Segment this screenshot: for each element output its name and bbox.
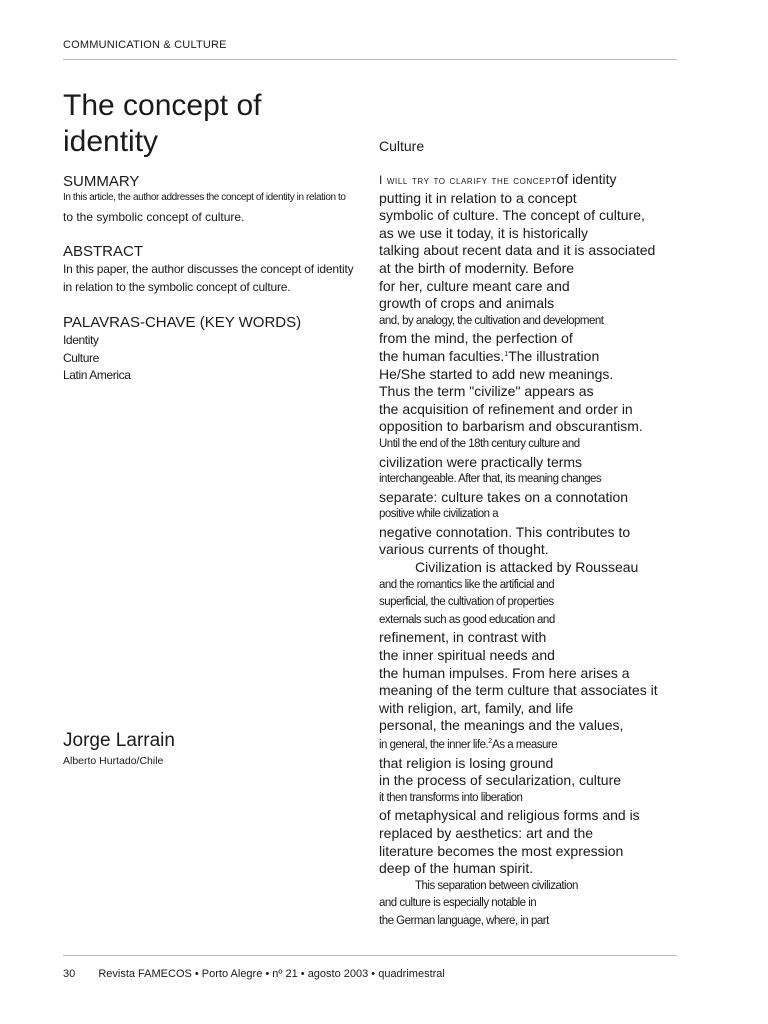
body-line: I will try to clarify the conceptof identity [379, 171, 617, 187]
body-line: in the process of secularization, culture [379, 772, 622, 789]
body-line: This separation between civilization [415, 879, 578, 892]
article-title [63, 88, 363, 160]
body-line: Civilization is attacked by Rousseau [415, 559, 639, 576]
body-line: the inner spiritual needs and [379, 647, 555, 664]
body-line: putting it in relation to a concept [379, 189, 577, 206]
keywords-list [63, 332, 131, 385]
section-label: COMMUNICATION & CULTURE [63, 39, 227, 51]
summary-text [63, 191, 361, 227]
body-line: the human faculties.$^1$The illustration [379, 347, 600, 364]
page-number: 30 [63, 968, 76, 980]
body-line: Thus the term "civilize" appears as [379, 383, 594, 400]
author-name: Jorge Larrain [63, 730, 175, 751]
body-line: that religion is losing ground [379, 754, 554, 771]
journal-citation: Revista FAMECOS • Porto Alegre • nº 21 • agosto 2003 • quadrimestral [98, 968, 445, 980]
body-line: replaced by aesthetics: art and the [379, 824, 594, 841]
keyword-item: Identity [63, 333, 99, 347]
body-line: from the mind, the perfection of [379, 330, 573, 347]
body-line: with religion, art, family, and life [379, 699, 574, 716]
body-section-heading: Culture [379, 138, 425, 154]
body-line: meaning of the term culture that associates it [379, 682, 658, 699]
title-line-1: The concept of [63, 89, 262, 122]
body-line: positive while civilization a [379, 508, 499, 521]
body-line: symbolic of culture. The concept of culture, [379, 207, 645, 224]
summary-line-2: to the symbolic concept of culture. [63, 210, 245, 224]
body-line: as we use it today, it is historically [379, 224, 589, 241]
author-affiliation: Alberto Hurtado/Chile [63, 755, 164, 767]
body-line: at the birth of modernity. Before [379, 259, 575, 276]
body-line: He/She started to add new meanings. [379, 365, 614, 382]
title-line-2: identity [63, 125, 159, 158]
footnote-marker[interactable]: 2 [488, 738, 493, 745]
body-line: Until the end of the 18th century culture and [379, 437, 580, 450]
page-footer [63, 968, 445, 980]
body-line: the German language, where, in part [379, 914, 549, 927]
body-line: of metaphysical and religious forms and is [379, 807, 640, 824]
body-line: superficial, the cultivation of properties [379, 596, 554, 609]
body-line: negative connotation. This contributes to [379, 523, 631, 540]
body-line: in general, the inner life.$^2$As a measure [379, 738, 558, 751]
body-line: and the romantics like the artificial and [379, 578, 555, 591]
body-line: separate: culture takes on a connotation [379, 488, 629, 505]
body-line: the human impulses. From here arises a [379, 664, 630, 681]
header-rule [63, 59, 677, 60]
keywords-heading: PALAVRAS-CHAVE (KEY WORDS) [63, 314, 302, 331]
body-line: it then transforms into liberation [379, 791, 523, 804]
keyword-item: Culture [63, 350, 99, 365]
body-line: personal, the meanings and the values, [379, 717, 624, 734]
body-line: talking about recent data and it is associated [379, 242, 656, 259]
abstract-heading: ABSTRACT [63, 243, 144, 260]
body-line: opposition to barbarism and obscurantism. [379, 418, 643, 435]
body-line: literature becomes the most expression [379, 842, 624, 859]
body-line: externals such as good education and [379, 613, 555, 626]
lead-in-small-caps: I will try to clarify the concept [379, 173, 557, 187]
body-line: for her, culture meant care and [379, 277, 570, 294]
body-line: refinement, in contrast with [379, 629, 547, 646]
body-line: and, by analogy, the cultivation and development [379, 314, 604, 327]
body-line: interchangeable. After that, its meaning changes [379, 473, 602, 486]
body-line: deep of the human spirit. [379, 860, 534, 877]
body-line: growth of crops and animals [379, 295, 555, 312]
body-line: the acquisition of refinement and order in [379, 400, 633, 417]
body-line: and culture is especially notable in [379, 897, 537, 910]
body-line: civilization were practically terms [379, 453, 583, 470]
body-line: various currents of thought. [379, 541, 549, 558]
footnote-marker[interactable]: 1 [504, 350, 509, 358]
keyword-item: Latin America [63, 368, 131, 382]
summary-line-1: In this article, the author addresses the concept of identity in relation to [63, 192, 346, 203]
summary-heading: SUMMARY [63, 173, 140, 190]
footer-rule [63, 955, 677, 956]
body-text [379, 171, 679, 931]
abstract-text: In this paper, the author discusses the concept of identity in relation to the symbolic concept of culture. [63, 262, 354, 294]
